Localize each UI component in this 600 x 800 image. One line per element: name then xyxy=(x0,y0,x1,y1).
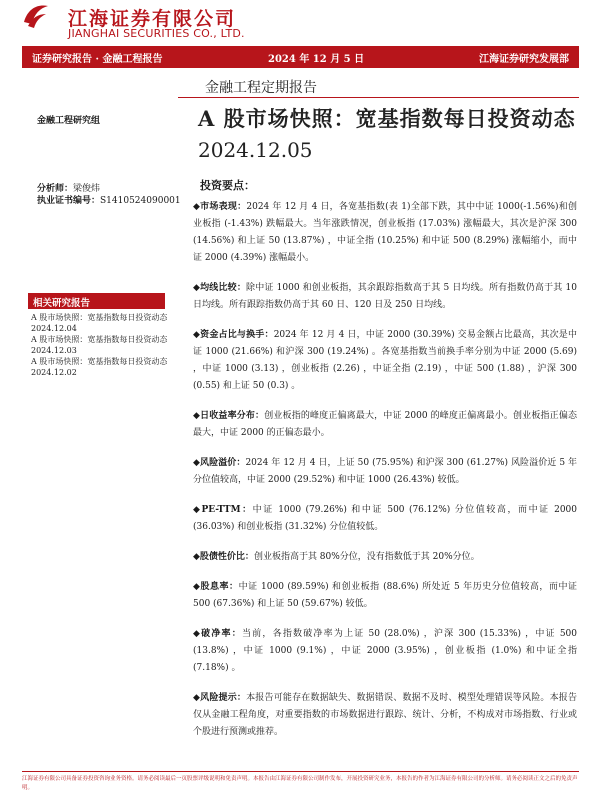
report-category: 证券研究报告 · 金融工程报告 xyxy=(32,54,163,65)
point-text: 本报告可能存在数据缺失、数据错误、数据不及时、模型处理错误等风险。本报告仅从金融工程角度，对重要指数的市场数据进行跟踪、统计、分析，不构成对市场指数、行业或个股进行预测或推荐。 xyxy=(193,693,577,737)
point-lead: 股债性价比： xyxy=(199,552,254,562)
diamond-bullet-icon: ◆ xyxy=(193,693,201,703)
point-text: 创业板指的峰度正偏离最大，中证 2000 的峰度正偏离最小。创业板指正偏态最大，中证 2000 的正偏态最小。 xyxy=(193,411,577,438)
point-lead: PE-TTM： xyxy=(201,505,253,515)
related-report-link[interactable]: A 股市场快照：宽基指数每日投资动态 2024.12.03 xyxy=(31,335,168,355)
header-bar xyxy=(22,46,579,68)
company-logo-icon xyxy=(22,2,50,30)
license-label: 执业证书编号： xyxy=(37,196,101,206)
point-lead: 日收益率分布： xyxy=(200,411,265,421)
point-lead: 风险提示： xyxy=(200,693,247,703)
point-lead: 破净率： xyxy=(201,629,242,639)
point-text: 2024 年 12 月 4 日，上证 50 (75.95%) 和沪深 300 (61.27%) 风险溢价近 5 年分位值较高，中证 2000 (29.52%) 和中证 1000 (26.43%) 较低。 xyxy=(193,458,577,485)
investment-points xyxy=(193,199,577,754)
point-risk-premium xyxy=(193,455,577,489)
diamond-bullet-icon: ◆ xyxy=(193,283,201,293)
related-report-link[interactable]: A 股市场快照：宽基指数每日投资动态 2024.12.04 xyxy=(31,313,168,333)
point-below-book xyxy=(193,626,577,677)
point-text: 2024 年 12 月 4 日，各宽基指数(表 1)全部下跌，其中中证 1000(-1.56%)和创业板指 (-1.43%) 跌幅最大。当年涨跌情况，创业板指 (17.03%) 涨幅最大，其次是沪深 300 (14.56%) 和上证 50 (13.87%) ，中证全指 (10.25%) 和中证 500 (8.29%) 涨幅缩小，而中证 2000 (4.39%) 涨幅最小。 xyxy=(193,202,577,263)
point-lead: 股息率： xyxy=(200,582,239,592)
diamond-bullet-icon: ◆ xyxy=(193,330,201,340)
point-text: 中证 1000 (79.26%) 和中证 500 (76.12%) 分位值较高，而中证 2000 (36.03%) 和创业板指 (31.32%) 分位值较低。 xyxy=(193,505,577,532)
analyst-label: 分析师： xyxy=(37,184,74,194)
research-group: 金融工程研究组 xyxy=(37,116,101,126)
report-type: 金融工程定期报告 xyxy=(205,80,317,96)
point-text: 当前，各指数破净率为上证 50 (28.0%) ，沪深 300 (15.33%) ，中证 500 (13.8%) ，中证 1000 (9.1%) ，中证 2000 (3.95%) ，创业板指 (1.0%) 和中证全指 (7.18%) 。 xyxy=(193,629,577,673)
point-text: 创业板指高于其 80%分位，没有指数低于其 20%分位。 xyxy=(253,552,480,562)
company-name-cn: 江海证券有限公司 xyxy=(68,8,237,30)
diamond-bullet-icon: ◆ xyxy=(193,458,201,468)
point-lead: 资金占比与换手： xyxy=(200,330,274,340)
diamond-bullet-icon: ◆ xyxy=(193,629,202,639)
point-dividend-yield xyxy=(193,579,577,613)
point-pe-ttm xyxy=(193,502,577,536)
diamond-bullet-icon: ◆ xyxy=(193,552,200,562)
analyst-name: 梁俊炜 xyxy=(73,184,101,194)
diamond-bullet-icon: ◆ xyxy=(193,582,201,592)
title-date: 2024.12.05 xyxy=(198,138,313,162)
point-return-distribution xyxy=(193,408,577,442)
point-lead: 风险溢价： xyxy=(200,458,246,468)
diamond-bullet-icon: ◆ xyxy=(193,411,201,421)
point-text: 中证 1000 (89.59%) 和创业板指 (88.6%) 所处近 5 年历史分位值较高，而中证 500 (67.36%) 和上证 50 (59.67%) 较低。 xyxy=(193,582,577,609)
point-moving-average xyxy=(193,280,577,314)
related-reports-label: 相关研究报告 xyxy=(33,298,91,309)
license-number: S1410524090001 xyxy=(100,196,181,206)
footer-divider xyxy=(22,771,579,772)
related-reports-title xyxy=(28,293,165,309)
page-title: A 股市场快照：宽基指数每日投资动态 xyxy=(198,106,576,131)
related-reports-list xyxy=(31,312,176,378)
point-lead: 均线比较： xyxy=(200,283,247,293)
diamond-bullet-icon: ◆ xyxy=(193,202,201,212)
point-market-performance xyxy=(193,199,577,267)
divider xyxy=(178,97,579,98)
point-text: 除中证 1000 和创业板指，其余跟踪指数高于其 5 日均线。所有指数仍高于其 10 日均线。所有跟踪指数仍高于其 60 日、120 日及 250 日均线。 xyxy=(193,283,577,310)
company-name-en: JIANGHAI SECURITIES CO., LTD. xyxy=(68,27,245,40)
diamond-bullet-icon: ◆ xyxy=(193,505,202,515)
department-name: 江海证券研究发展部 xyxy=(479,54,569,65)
point-lead: 市场表现： xyxy=(200,202,247,212)
point-text: 2024 年 12 月 4 日，中证 2000 (30.39%) 交易金额占比最高，其次是中证 1000 (21.66%) 和沪深 300 (19.24%) 。各宽基指数当前换手率分别为中证 2000 (5.69) ，中证 1000 (3.13) ，创业板指 (2.26) ，中证全指 (2.19) ，中证 500 (1.88) ，沪深 300 (0.55) 和上证 50 (0.3) 。 xyxy=(193,330,578,391)
point-risk-warning xyxy=(193,690,577,741)
report-date: 2024 年 12 月 5 日 xyxy=(268,54,365,65)
related-report-link[interactable]: A 股市场快照：宽基指数每日投资动态 2024.12.02 xyxy=(31,357,168,377)
point-turnover xyxy=(193,327,577,395)
point-equity-bond-ratio xyxy=(193,549,577,566)
investment-points-title: 投资要点： xyxy=(200,179,255,192)
license xyxy=(37,193,181,206)
footer-disclaimer: 江海证券有限公司具备证券投资咨询业务资格。请务必阅读最后一页股票评级说明和免责声明。本报告由江海证券有限公司制作发布，开展投资研究业务，本报告的作者为江海证券有限公司的分析师。请务必阅读正文之后的免责声明。 xyxy=(22,776,578,791)
